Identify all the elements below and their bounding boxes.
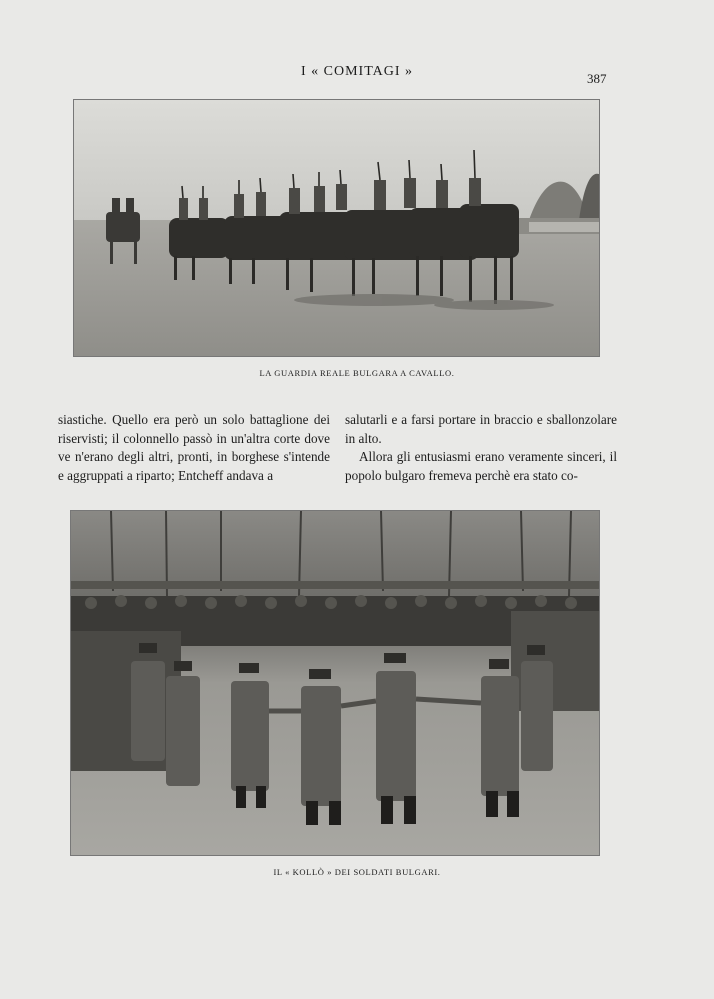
- text-column-left: [58, 411, 330, 485]
- photo-caption: LA GUARDIA REALE BULGARA A CAVALLO.: [259, 368, 455, 378]
- paragraph: salutarli e a farsi portare in braccio e sballonzolare in alto.: [345, 412, 617, 446]
- photo-caption: IL « KOLLÒ » DEI SOLDATI BULGARI.: [273, 867, 441, 877]
- paragraph: Allora gli entusiasmi erano veramente sinceri, il popolo bulgaro fremeva perchè era stato co-: [345, 449, 617, 483]
- page-number: 387: [587, 71, 607, 86]
- horse-guard-photo: [73, 99, 600, 357]
- soldiers-dance-photo: [70, 510, 600, 856]
- running-title: I « COMITAGI »: [300, 64, 414, 79]
- text-column-right: [345, 411, 617, 485]
- paragraph: siastiche. Quello era però un solo battaglione dei riservisti; il colonnello passò in un'altra corte dove ve n'erano degli altri, pronti, in borghese s'intende e aggruppati a riparto; Entcheff andava a: [58, 412, 330, 483]
